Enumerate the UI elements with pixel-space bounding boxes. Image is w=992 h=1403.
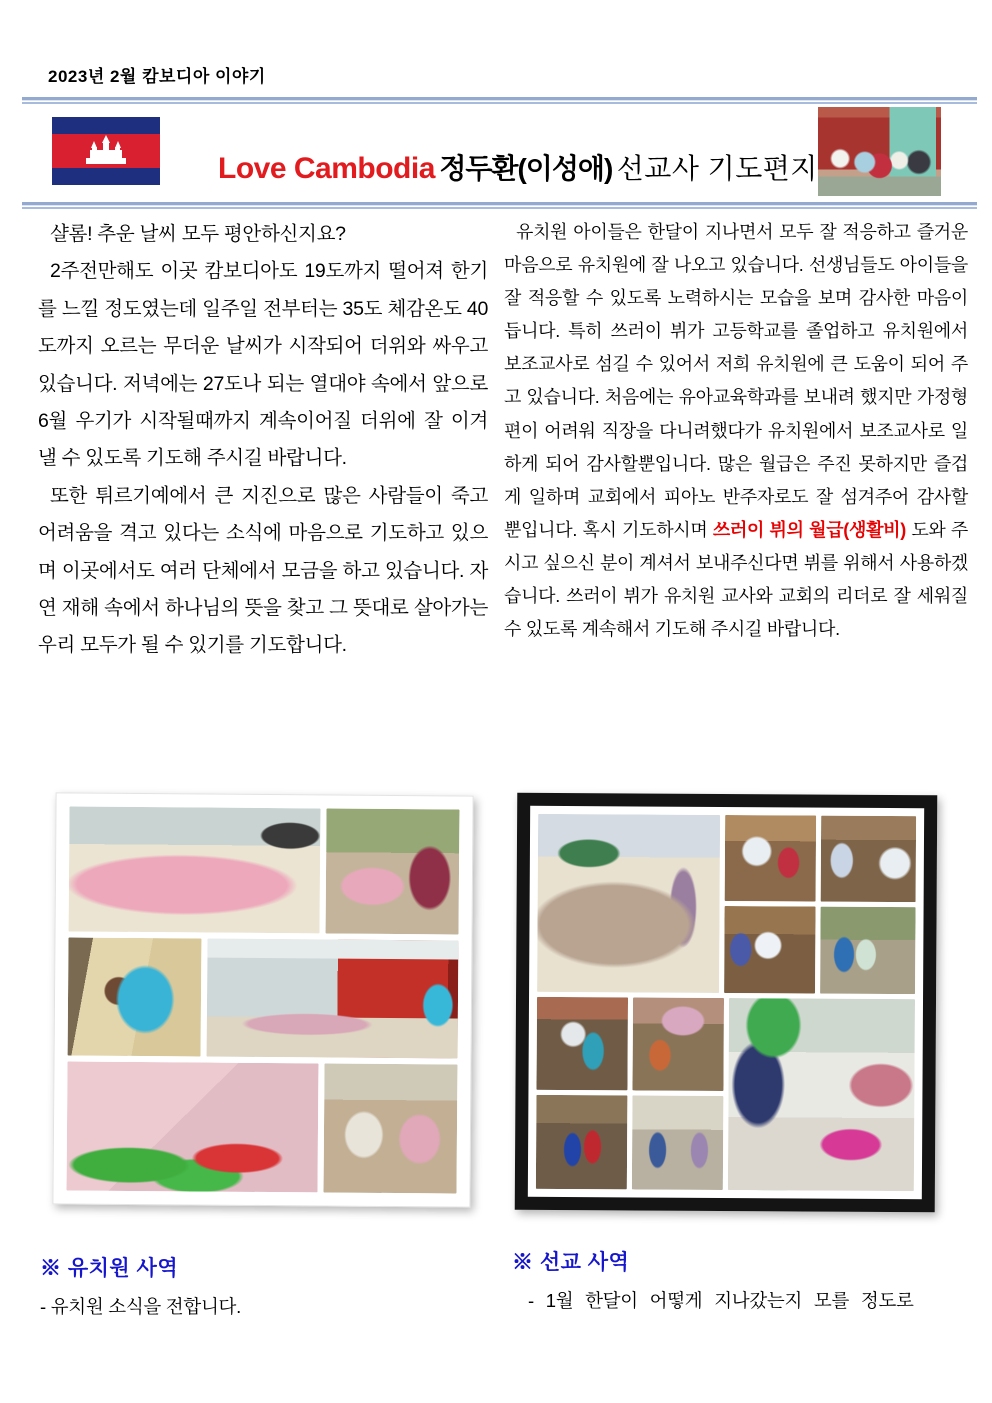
photo-children-outdoors-with-teacher — [326, 808, 460, 934]
photo-children-assembly-in-hall — [537, 814, 720, 993]
title-letter-label: 선교사 기도편지 — [616, 153, 818, 184]
kindergarten-section — [40, 1252, 480, 1319]
mission-section-heading: ※ 선교 사역 — [512, 1251, 630, 1274]
page-header-date: 2023년 2월 캄보디아 이야기 — [48, 67, 266, 86]
body-text-columns — [38, 216, 968, 665]
header-divider-line — [22, 97, 977, 104]
greeting-paragraph: 샬롬! 추운 날씨 모두 평안하신지요? — [50, 223, 346, 245]
photo-children-on-outdoor-walkway — [324, 1063, 458, 1193]
right-text-column — [504, 216, 968, 665]
photo-outdoor-group — [820, 907, 915, 994]
photo-group-with-pink-drapes — [633, 997, 725, 1091]
photo-children-standing-in-chapel — [206, 939, 458, 1059]
photo-teacher-in-blue-shirt-with-child — [68, 938, 202, 1057]
kindergarten-section-body: - 유치원 소식을 전합니다. — [40, 1296, 241, 1317]
photo-men-lineup-white-wall — [632, 1096, 724, 1190]
kindergarten-text-after: 도와 주시고 싶으신 분이 계셔서 보내주신다면 뷔를 위해서 사용하겠습니다. 쓰러이 뷔가 유치원 교사와 교회의 리더로 잘 세워질 수 있도록 계속해서 기도해 주시길 바랍니다. — [504, 519, 968, 640]
graduation-photo — [818, 107, 941, 196]
salary-support-highlight: 쓰러이 뷔의 월급(생활비) — [712, 519, 906, 540]
weather-paragraph: 2주전만해도 이곳 캄보디아도 19도까지 떨어져 한기를 느낄 정도였는데 일주일 전부터는 35도 체감온도 40도까지 오르는 무더운 날씨가 시작되어 더위와 싸우고 있습니다. 저녁에는 27도나 되는 열대야 속에서 앞으로 6월 우기가 시작될때까지 계속이어질 더위에 잘 이겨 낼 수 있도록 기도해 주시길 바랍니다. — [38, 260, 488, 470]
photo-group-around-fan-table — [724, 906, 816, 993]
title-missionary-name: 정두환(이성애) — [439, 153, 613, 184]
left-text-column — [38, 216, 488, 665]
photo-women-preparing-goods-basin — [728, 998, 915, 1192]
mission-collage-top — [537, 814, 916, 994]
title-love-cambodia: Love Cambodia — [218, 152, 435, 185]
mission-collage-bottom — [536, 996, 915, 1191]
kindergarten-section-heading: ※ 유치원 사역 — [40, 1257, 179, 1280]
cambodia-flag — [52, 117, 160, 185]
earthquake-paragraph: 또한 튀르기예에서 큰 지진으로 많은 사람들이 죽고 어려움을 격고 있다는 소식에 마음으로 기도하고 있으며 이곳에서도 여러 단체에서 모금을 하고 있습니다. 자연 재해 속에서 하나님의 뜻을 찾고 그 뜻대로 살아가는 우리 모두가 될 수 있기를 기도합니다. — [38, 484, 488, 657]
mission-section — [512, 1246, 968, 1313]
photo-children-at-colorful-tables — [66, 1061, 318, 1192]
mission-section-body: - 1월 한달이 어떻게 지나갔는지 모를 정도로 — [528, 1290, 914, 1311]
photo-family-receiving-fan — [821, 816, 916, 903]
photo-people-with-electric-fan — [725, 815, 817, 902]
newsletter-title — [218, 147, 818, 187]
kindergarten-text-before: 유치원 아이들은 한달이 지나면서 모두 잘 적응하고 즐거운 마음으로 유치원에 잘 나오고 있습니다. 선생님들도 아이들을 잘 적응할 수 있도록 노력하시는 모습을 보며 감사한 마음이 듭니다. 특히 쓰러이 뷔가 고등학교를 졸업하고 유치원에서 보조교사로 섬길 수 있어서 저희 유치원에 큰 도움이 되어 주고 있습니다. 처음에는 유아교육학과를 보내려 했지만 가정형편이 어려워 직장을 다니려했다가 유치원에서 보조교사로 일하게 되어 감사할뿐입니다. 많은 월급은 주진 못하지만 즐겁게 일하며 교회에서 피아노 반주자로도 잘 섬겨주어 감사할 뿐입니다. 혹시 기도하시며 — [504, 222, 968, 540]
title-divider-line — [22, 202, 977, 209]
kindergarten-photo-collage — [52, 792, 473, 1207]
kindergarten-paragraph — [504, 216, 968, 646]
photo-group-with-fan-under-roof — [536, 996, 628, 1090]
photo-children-sitting-on-classroom-floor — [69, 806, 321, 933]
photo-villagers-lineup-indoors — [536, 1095, 628, 1189]
mission-photo-collage — [515, 793, 938, 1213]
